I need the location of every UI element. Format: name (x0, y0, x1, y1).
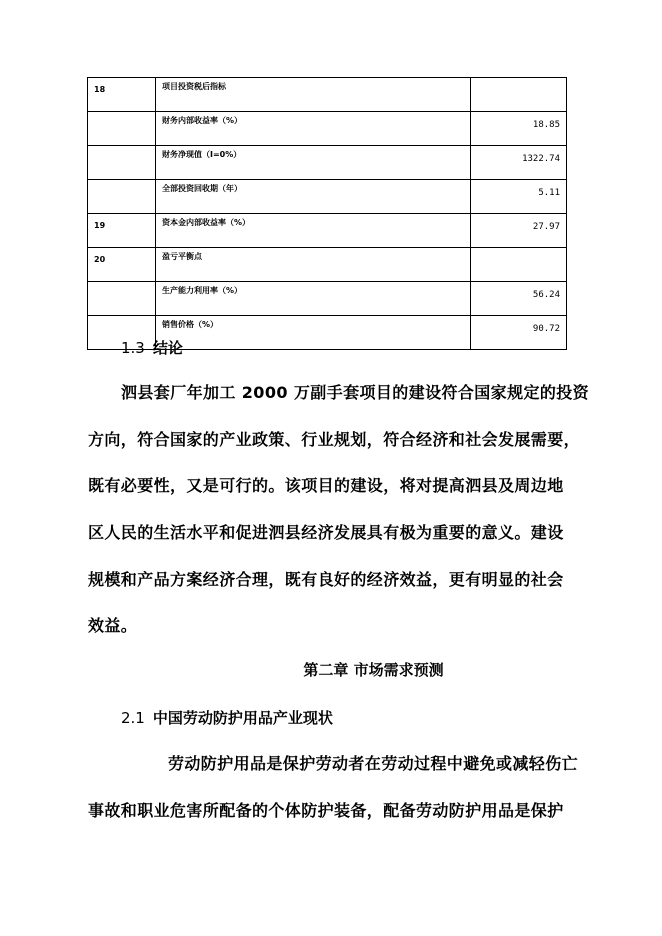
indicator-value-cell: 56.24 (471, 282, 567, 316)
paragraph-line: 事故和职业危害所配备的个体防护装备，配备劳动防护用品是保护 (88, 801, 564, 820)
indicator-name-cell: 全部投资回收期（年） (156, 180, 471, 214)
paragraph-line: 方向，符合国家的产业政策、行业规划，符合经济和社会发展需要， (88, 430, 581, 449)
indicator-name-cell: 项目投资税后指标 (156, 78, 471, 112)
section-number: 2.1 (121, 709, 145, 727)
indicator-name-cell: 财务内部收益率（%） (156, 112, 471, 146)
table-row (88, 180, 567, 214)
table-row (88, 248, 567, 282)
table-row (88, 112, 567, 146)
indicator-table (87, 77, 567, 350)
table-row (88, 78, 567, 112)
indicator-value-cell: 5.11 (471, 180, 567, 214)
indicator-name-cell: 财务净现值（I=0%） (156, 146, 471, 180)
indicator-value-cell (471, 248, 567, 282)
indicator-value-cell: 18.85 (471, 112, 567, 146)
section-1-3-heading (121, 337, 183, 358)
indicator-value-cell: 1322.74 (471, 146, 567, 180)
paragraph-line: 效益。 (88, 616, 138, 635)
section-title: 中国劳动防护用品产业现状 (152, 709, 333, 727)
indicator-value-cell: 90.72 (471, 316, 567, 350)
section-title: 结论 (152, 339, 183, 357)
indicator-name-cell: 资本金内部收益率（%） (156, 214, 471, 248)
table-row (88, 214, 567, 248)
indicator-name-cell: 生产能力利用率（%） (156, 282, 471, 316)
row-number-cell (88, 180, 156, 214)
row-number-cell (88, 146, 156, 180)
paragraph-line: 既有必要性，又是可行的。该项目的建设，将对提高泗县及周边地 (88, 476, 564, 495)
row-number-cell (88, 282, 156, 316)
section-number: 1.3 (121, 339, 145, 357)
paragraph-line: 规模和产品方案经济合理，既有良好的经济效益，更有明显的社会 (88, 570, 564, 589)
paragraph-line: 劳动防护用品是保护劳动者在劳动过程中避免或减轻伤亡 (168, 754, 579, 773)
section-2-1-heading (121, 707, 333, 728)
indicator-value-cell (471, 78, 567, 112)
row-number-cell: 18 (88, 78, 156, 112)
paragraph-line: 泗县套厂年加工 2000 万副手套项目的建设符合国家规定的投资 (121, 383, 590, 402)
indicator-name-cell: 盈亏平衡点 (156, 248, 471, 282)
row-number-cell (88, 112, 156, 146)
chapter-title: 第二章 市场需求预测 (303, 661, 444, 679)
table-row (88, 146, 567, 180)
row-number-cell: 20 (88, 248, 156, 282)
indicator-value-cell: 27.97 (471, 214, 567, 248)
table-row (88, 282, 567, 316)
row-number-cell: 19 (88, 214, 156, 248)
indicator-name-cell: 销售价格（%） (156, 316, 471, 350)
paragraph-line: 区人民的生活水平和促进泗县经济发展具有极为重要的意义。建设 (88, 523, 564, 542)
